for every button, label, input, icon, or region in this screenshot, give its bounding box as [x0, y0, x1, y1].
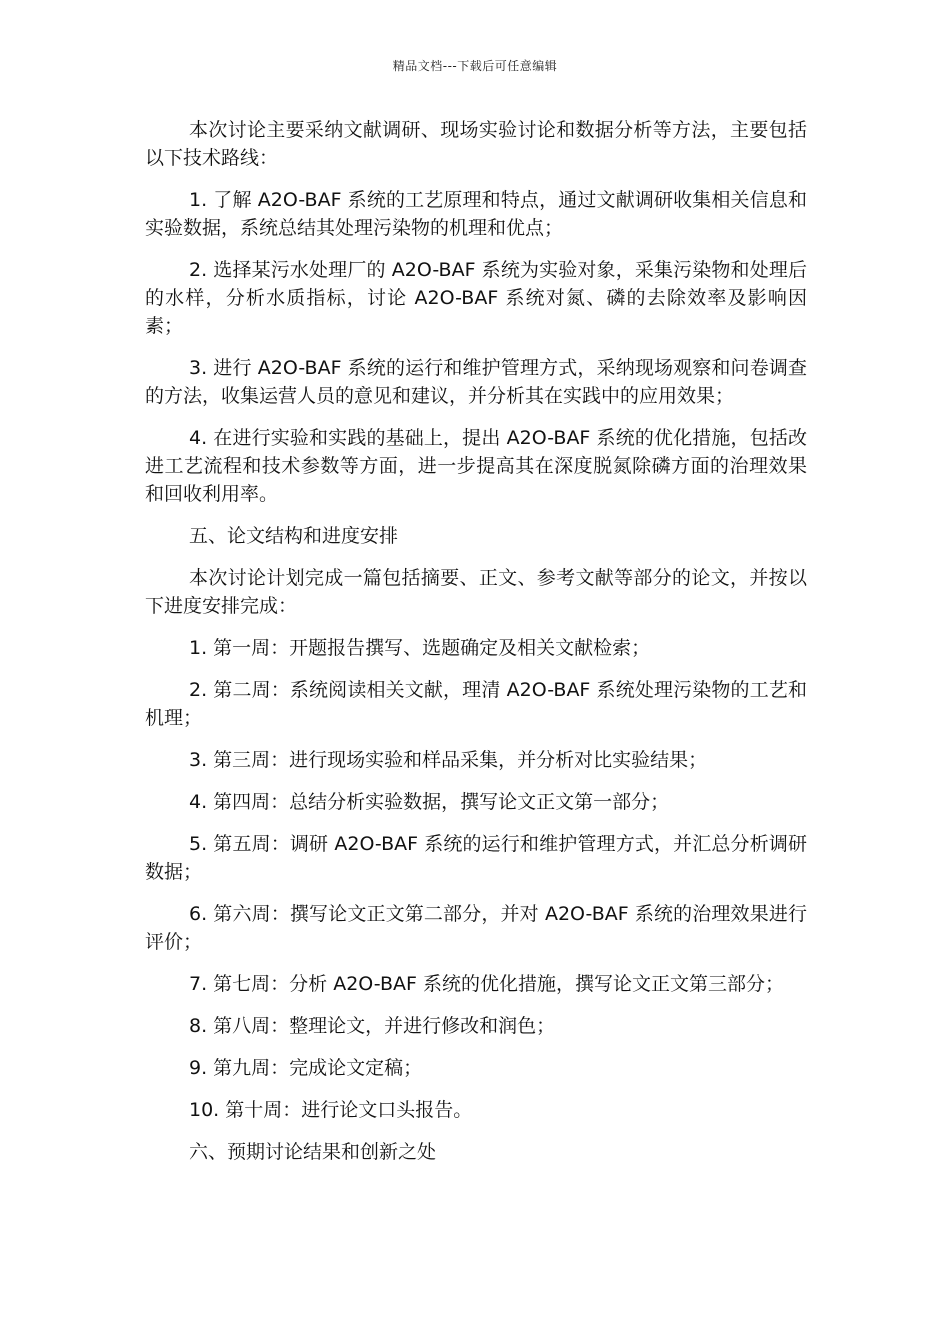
- schedule-item-4: 4. 第四周：总结分析实验数据，撰写论文正文第一部分；: [189, 791, 670, 813]
- schedule-item-8: 8. 第八周：整理论文，并进行修改和润色；: [189, 1015, 556, 1037]
- schedule-item-10: 10. 第十周：进行论文口头报告。: [189, 1099, 473, 1121]
- section-5-intro: 本次讨论计划完成一篇包括摘要、正文、参考文献等部分的论文，并按以下进度安排完成：: [145, 567, 807, 617]
- section-5-heading: 五、论文结构和进度安排: [189, 525, 399, 547]
- schedule-item-9: 9. 第九周：完成论文定稿；: [189, 1057, 423, 1079]
- schedule-item-7: 7. 第七周：分析 A2O-BAF 系统的优化措施，撰写论文正文第三部分；: [189, 973, 784, 995]
- schedule-item-6: 6. 第六周：撰写论文正文第二部分，并对 A2O-BAF 系统的治理效果进行评价；: [145, 903, 807, 953]
- page-header: 精品文档---下载后可任意编辑: [392, 59, 558, 73]
- route-item-2: 2. 选择某污水处理厂的 A2O-BAF 系统为实验对象，采集污染物和处理后的水样，分析水质指标，讨论 A2O-BAF 系统对氮、磷的去除效率及影响因素；: [145, 259, 807, 337]
- schedule-item-5: 5. 第五周：调研 A2O-BAF 系统的运行和维护管理方式，并汇总分析调研数据；: [145, 833, 807, 883]
- section-6-heading: 六、预期讨论结果和创新之处: [189, 1141, 437, 1163]
- document-body: [145, 116, 807, 1180]
- route-item-4: 4. 在进行实验和实践的基础上，提出 A2O-BAF 系统的优化措施，包括改进工艺流程和技术参数等方面，进一步提高其在深度脱氮除磷方面的治理效果和回收利用率。: [145, 427, 807, 505]
- schedule-item-3: 3. 第三周：进行现场实验和样品采集，并分析对比实验结果；: [189, 749, 708, 771]
- intro-paragraph: 本次讨论主要采纳文献调研、现场实验讨论和数据分析等方法，主要包括以下技术路线：: [145, 119, 807, 169]
- route-item-3: 3. 进行 A2O-BAF 系统的运行和维护管理方式，采纳现场观察和问卷调查的方法，收集运营人员的意见和建议，并分析其在实践中的应用效果；: [145, 357, 807, 407]
- schedule-item-1: 1. 第一周：开题报告撰写、选题确定及相关文献检索；: [189, 637, 651, 659]
- route-item-1: 1. 了解 A2O-BAF 系统的工艺原理和特点，通过文献调研收集相关信息和实验数据，系统总结其处理污染物的机理和优点；: [145, 189, 807, 239]
- schedule-item-2: 2. 第二周：系统阅读相关文献，理清 A2O-BAF 系统处理污染物的工艺和机理；: [145, 679, 807, 729]
